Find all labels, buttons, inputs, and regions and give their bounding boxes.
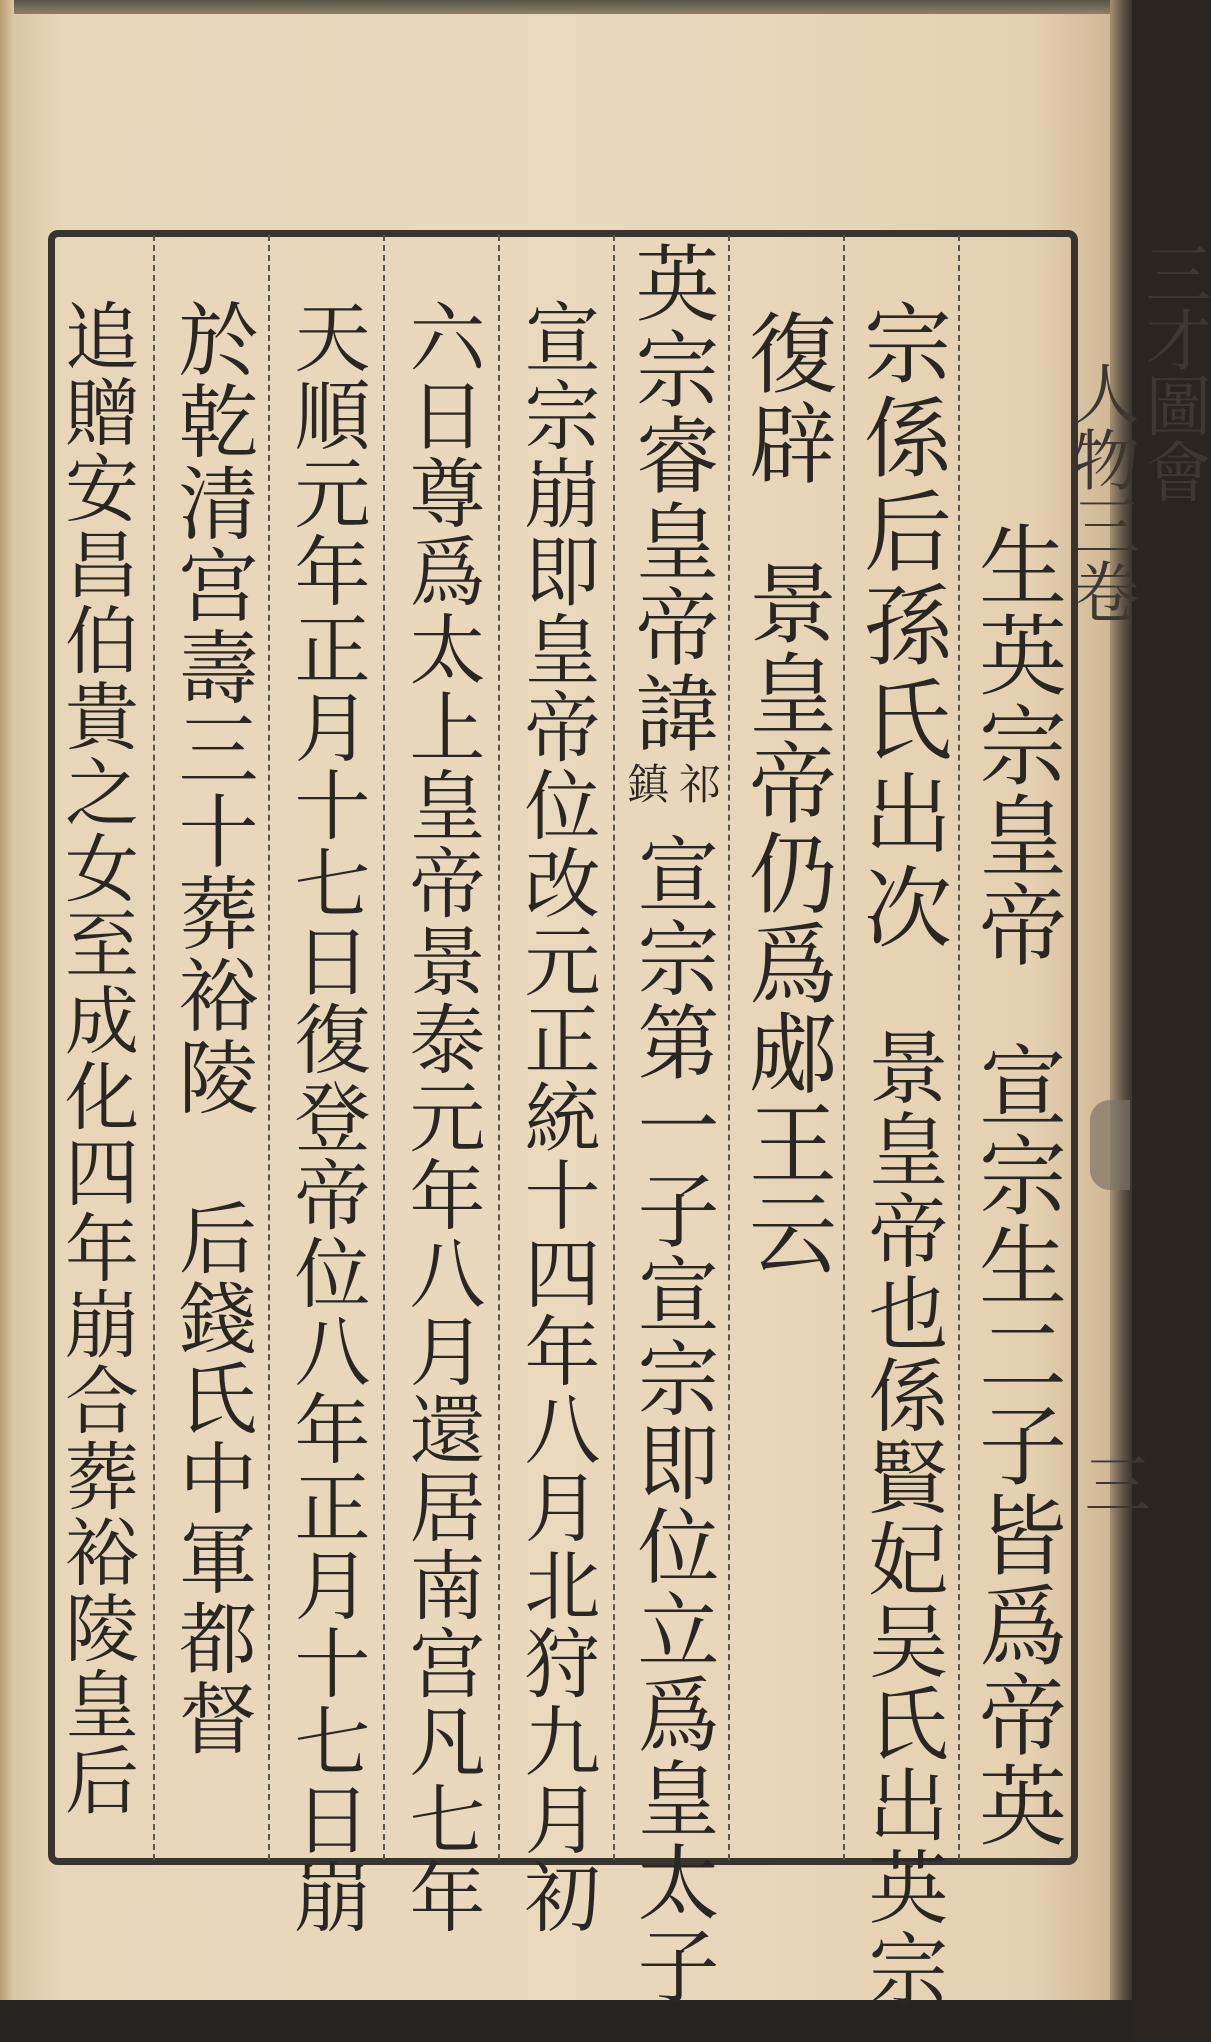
page-top-edge	[0, 0, 1132, 14]
column-divider	[613, 235, 615, 1860]
text-column-2: 宗係后孫氏出次 景皇帝也係賢妃吴氏出英宗	[850, 298, 953, 2010]
text-column-6: 六日尊爲太上皇帝景泰元年八月還居南宫凡七年	[397, 298, 486, 1936]
binding-clip	[1090, 1100, 1130, 1190]
text-column-9: 追贈安昌伯貴之女至成化四年崩合葬裕陵皇后	[53, 298, 139, 1818]
text-column-5: 宣宗崩即皇帝位改元正統十四年八月北狩九月初	[512, 298, 601, 1936]
text-column-1: 生英宗皇帝 宣宗生二子皆爲帝英	[965, 520, 1068, 1850]
page-left-edge	[0, 0, 14, 2042]
folio-number: 三	[1073, 1450, 1150, 1516]
interlinear-note: 祁 鎮	[621, 762, 722, 804]
column-divider	[498, 235, 500, 1860]
column-divider	[843, 235, 845, 1860]
text-column-7: 天順元年正月十七日復登帝位八年正月十七日崩	[282, 298, 371, 1936]
column-divider	[383, 235, 385, 1860]
text-column-4: 英宗睿皇帝諱 祁 鎮 宣宗第一子宣宗即位立爲皇太子	[621, 240, 722, 2008]
column-divider	[728, 235, 730, 1860]
column-divider	[958, 235, 960, 1860]
text-column-8: 於乾清宫壽三十葬裕陵 后錢氏中軍都督	[165, 298, 258, 1758]
header-title: 三才圖會 人物三卷	[1062, 240, 1211, 624]
column-divider	[153, 235, 155, 1860]
page-bottom-edge	[0, 2000, 1132, 2042]
text-column-3: 復辟 景皇帝仍爲郕王云	[735, 308, 838, 1278]
column-divider	[268, 235, 270, 1860]
